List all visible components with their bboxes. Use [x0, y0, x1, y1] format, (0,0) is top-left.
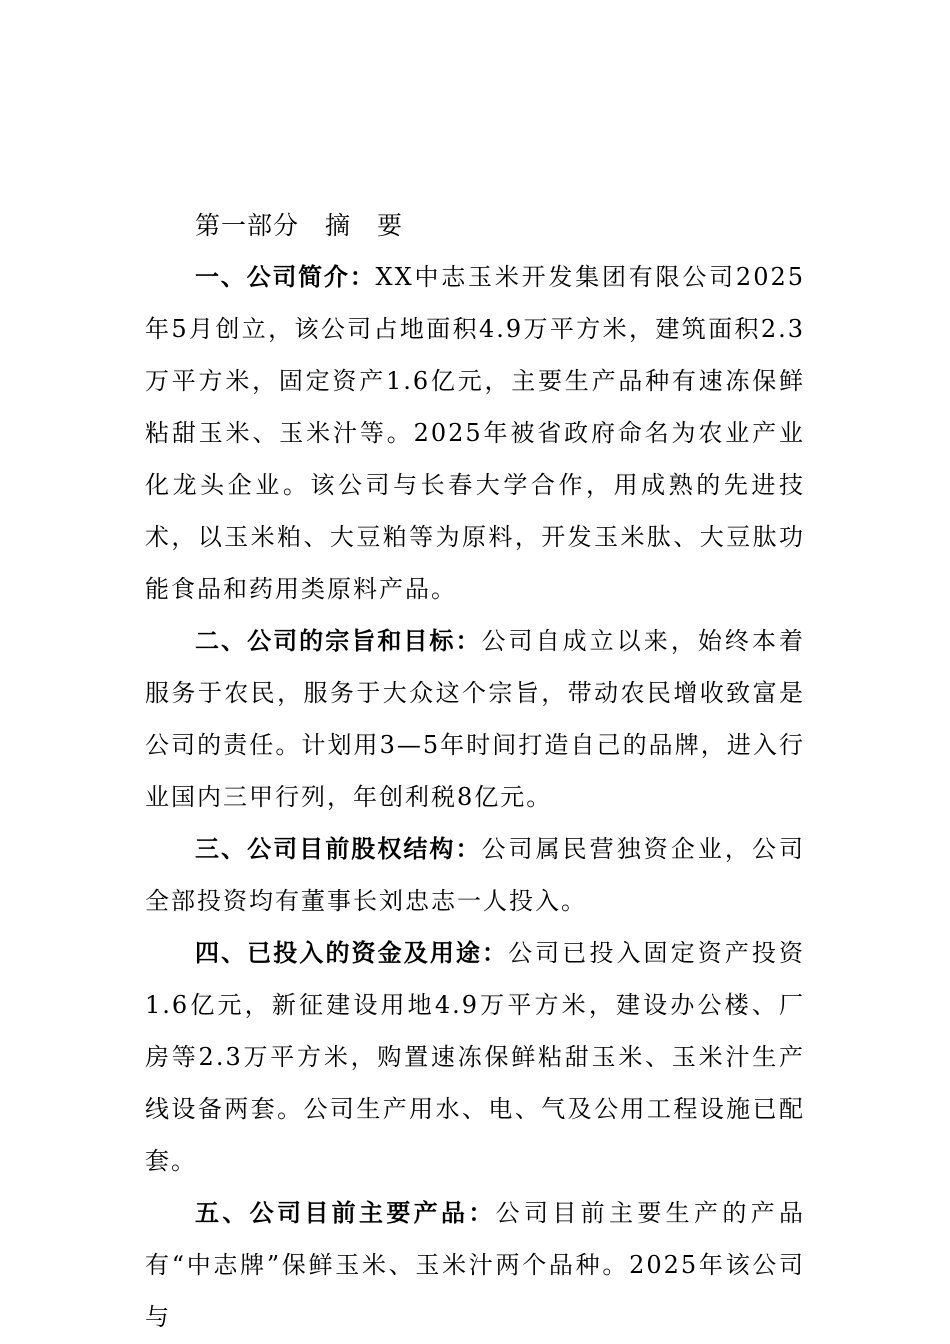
paragraph-body: 公司已投入固定资产投资1.6亿元，新征建设用地4.9万平方米，建设办公楼、厂房等2.3万平方米，购置速冻保鲜粘甜玉米、玉米汁生产线设备两套。公司生产用水、电、气及公用工程设施已配套。 — [145, 939, 806, 1175]
paragraph-invested-funds — [145, 927, 805, 1187]
paragraph-equity-structure — [145, 823, 805, 927]
document-body — [145, 201, 805, 1343]
paragraph-main-products — [145, 1187, 805, 1343]
paragraph-company-intro — [145, 251, 805, 615]
paragraph-purpose-goals — [145, 615, 805, 823]
paragraph-heading: 五、公司目前主要产品： — [195, 1199, 496, 1227]
paragraph-body: 公司目前主要生产的产品有“中志牌”保鲜玉米、玉米汁两个品种。2025年该公司与 — [145, 1199, 806, 1331]
paragraph-heading: 三、公司目前股权结构： — [195, 835, 482, 863]
paragraph-body: XX中志玉米开发集团有限公司2025年5月创立，该公司占地面积4.9万平方米，建筑面积2.3万平方米，固定资产1.6亿元，主要生产品种有速冻保鲜粘甜玉米、玉米汁等。2025年被省政府命名为农业产业化龙头企业。该公司与长春大学合作，用成熟的先进技术，以玉米粕、大豆粕等为原料，开发玉米肽、大豆肽功能食品和药用类原料产品。 — [145, 263, 806, 603]
paragraph-body: 公司自成立以来，始终本着服务于农民，服务于大众这个宗旨，带动农民增收致富是公司的责任。计划用3—5年时间打造自己的品牌，进入行业国内三甲行列，年创利税8亿元。 — [145, 627, 805, 811]
paragraph-heading: 二、公司的宗旨和目标： — [195, 627, 482, 655]
paragraph-heading: 一、公司简介： — [195, 263, 376, 291]
paragraph-heading: 四、已投入的资金及用途： — [195, 939, 509, 967]
paragraph-body: 公司属民营独资企业，公司全部投资均有董事长刘忠志一人投入。 — [145, 835, 805, 915]
section-title: 第一部分 摘 要 — [195, 211, 404, 240]
